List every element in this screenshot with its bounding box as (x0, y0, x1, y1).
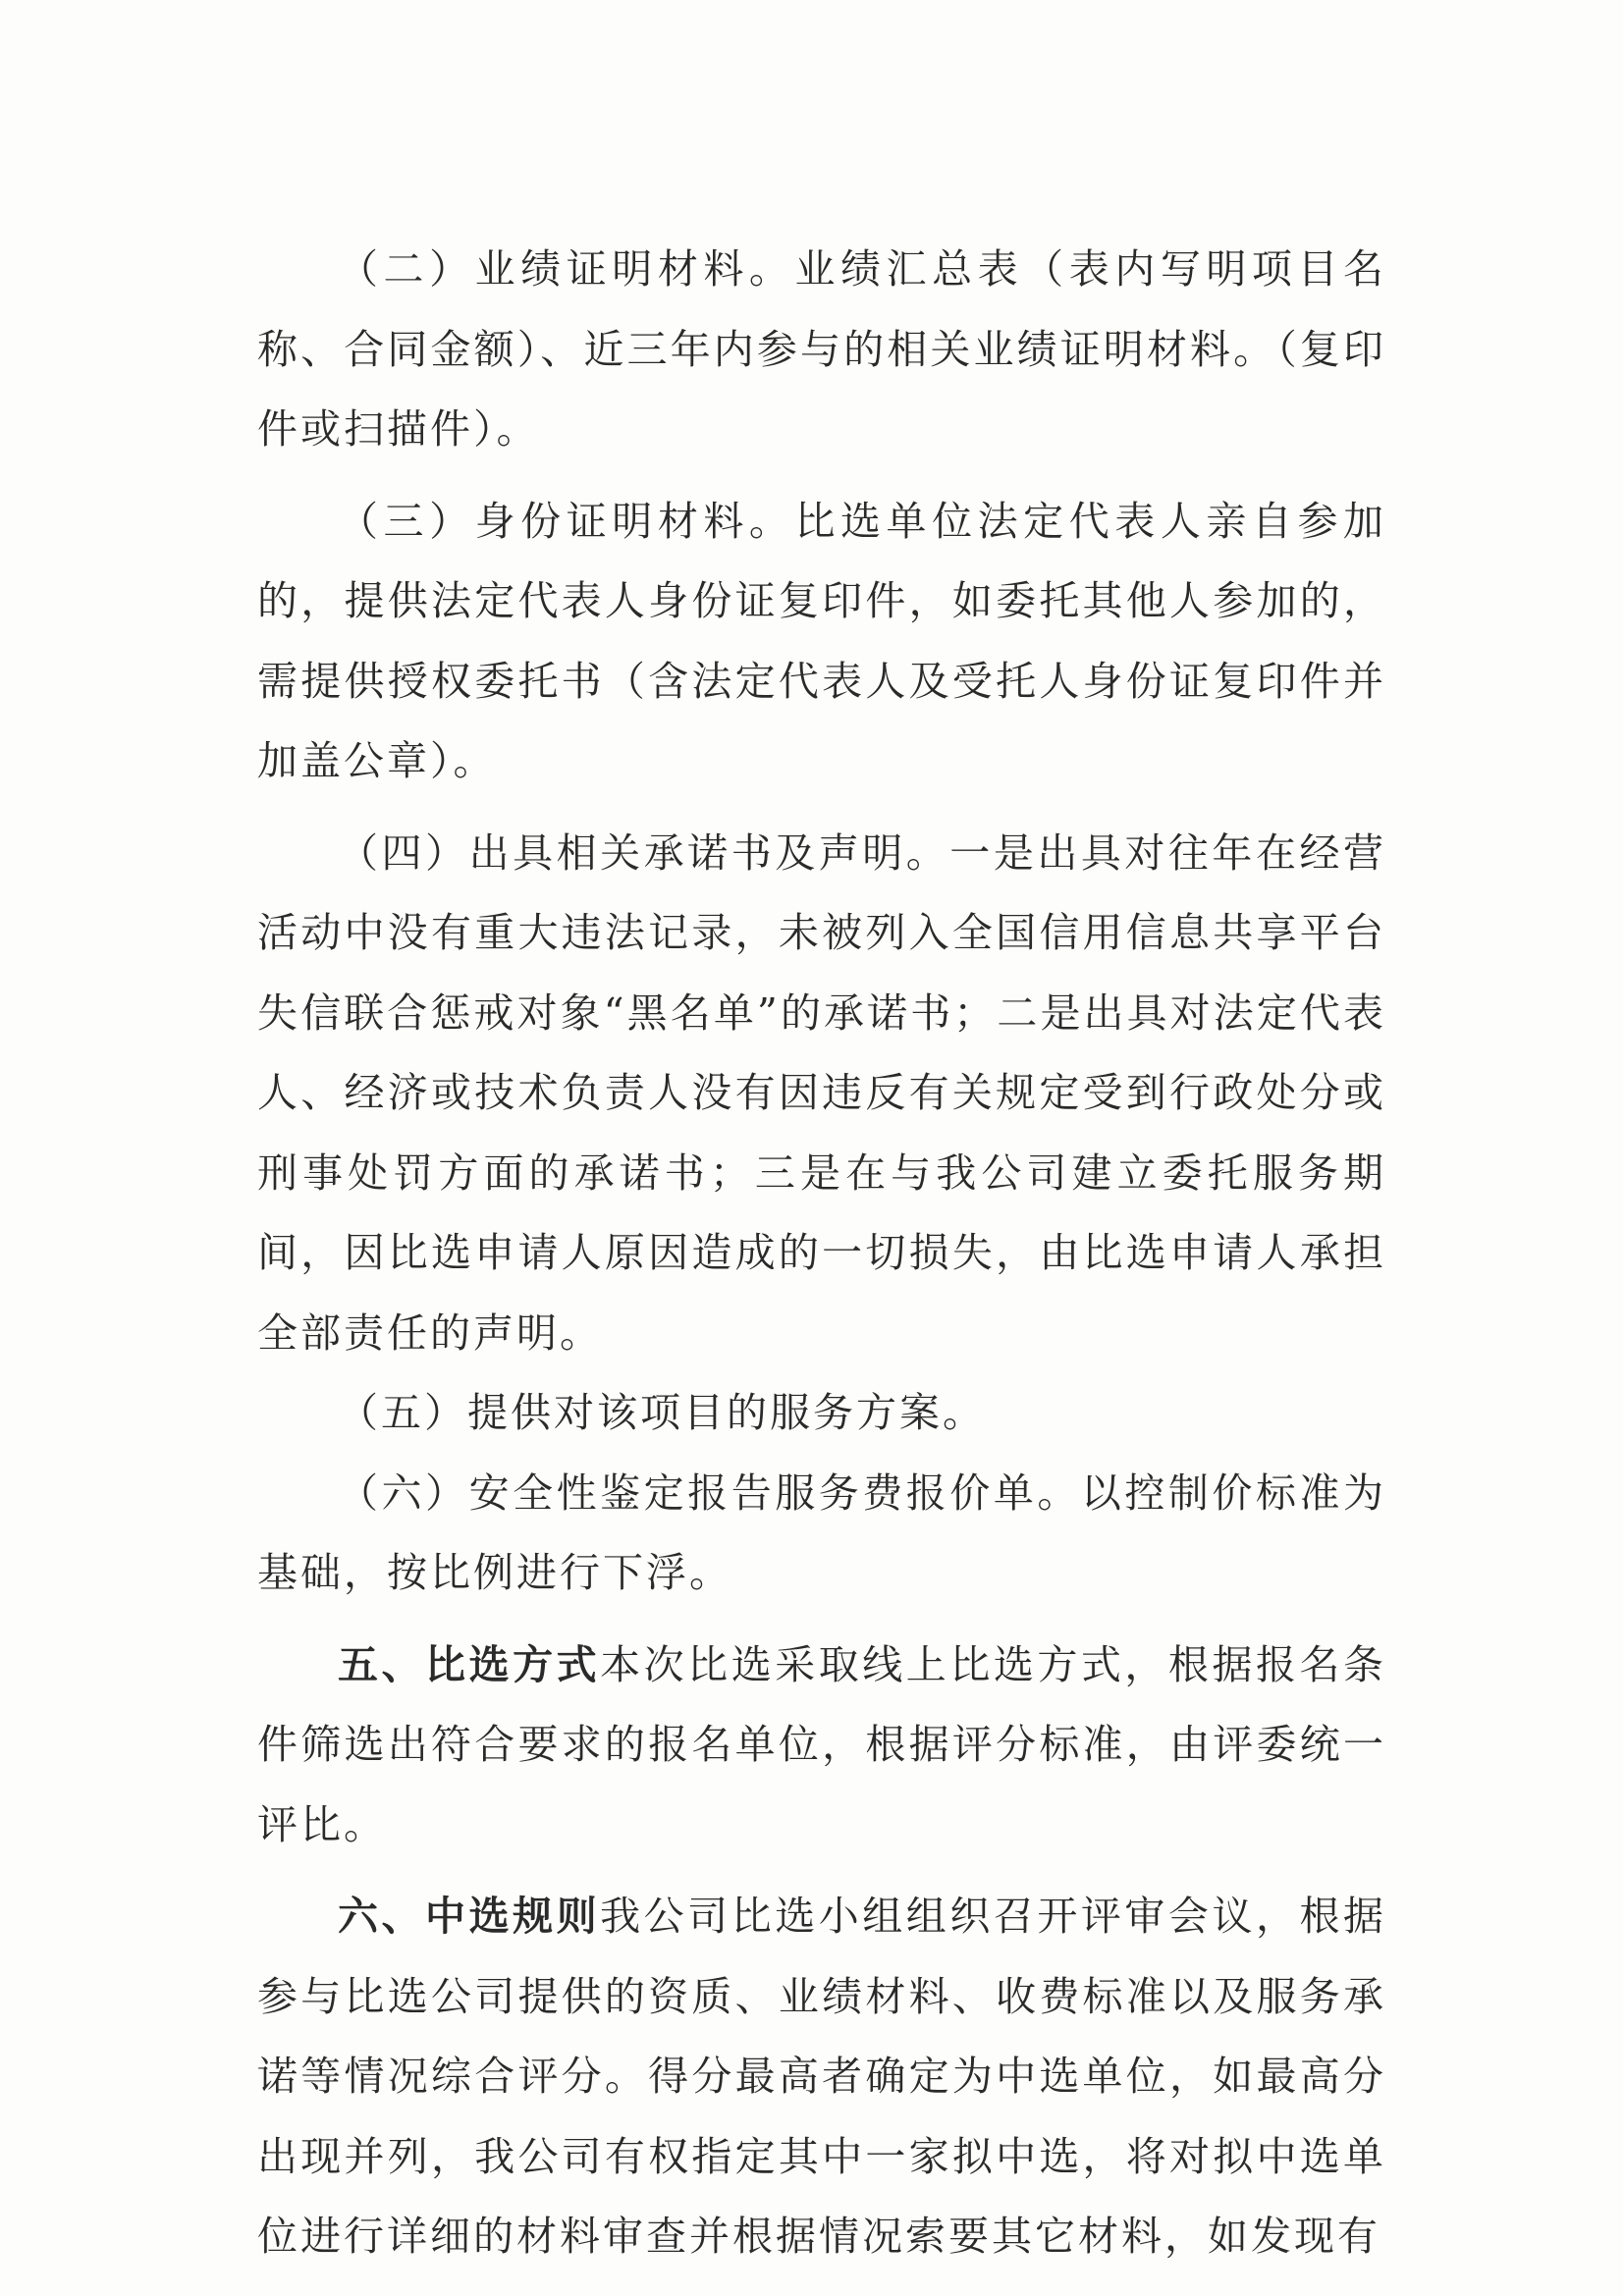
paragraph-body: （五）提供对该项目的服务方案。 (338, 1389, 986, 1436)
paragraph-body: 本次比选采取线上比选方式，根据报名条件筛选出符合要求的报名单位，根据评分标准，由评委统一评比。 (257, 1640, 1387, 1848)
paragraph-service-plan (257, 1373, 1386, 1454)
section-heading: 六、中选规则 (338, 1893, 601, 1940)
paragraph-selection-method (257, 1626, 1386, 1866)
paragraph-identity-proof (257, 482, 1386, 802)
paragraph-quotation (257, 1454, 1386, 1614)
section-heading: 五、比选方式 (338, 1640, 601, 1688)
paragraph-performance-proof (257, 230, 1386, 470)
paragraph-body: （三）身份证明材料。比选单位法定代表人亲自参加的，提供法定代表人身份证复印件，如委托其他人参加的，需提供授权委托书（含法定代表人及受托人身份证复印件并加盖公章）。 (257, 497, 1386, 784)
paragraph-body: 我公司比选小组组织召开评审会议，根据参与比选公司提供的资质、业绩材料、收费标准以及服务承诺等情况综合评分。得分最高者确定为中选单位，如最高分出现并列，我公司有权指定其中一家拟中选，将对拟中选单位进行详细的材料审查并根据情况索要其它材料，如发现有 (257, 1893, 1387, 2260)
paragraph-selection-rules (257, 1877, 1386, 2277)
paragraph-body: （二）业绩证明材料。业绩汇总表（表内写明项目名称、合同金额）、近三年内参与的相关业绩证明材料。（复印件或扫描件）。 (257, 245, 1386, 453)
paragraph-body: （六）安全性鉴定报告服务费报价单。以控制价标准为基础，按比例进行下浮。 (257, 1468, 1386, 1596)
body-text (257, 218, 1386, 2277)
paragraph-commitments (257, 814, 1386, 1374)
paragraph-body: （四）出具相关承诺书及声明。一是出具对往年在经营活动中没有重大违法记录，未被列入全国信用信息共享平台失信联合惩戒对象“黑名单”的承诺书；二是出具对法定代表人、经济或技术负责人没有因违反有关规定受到行政处分或刑事处罚方面的承诺书；三是在与我公司建立委托服务期间，因比选申请人原因造成的一切损失，由比选申请人承担全部责任的声明。 (257, 828, 1386, 1357)
